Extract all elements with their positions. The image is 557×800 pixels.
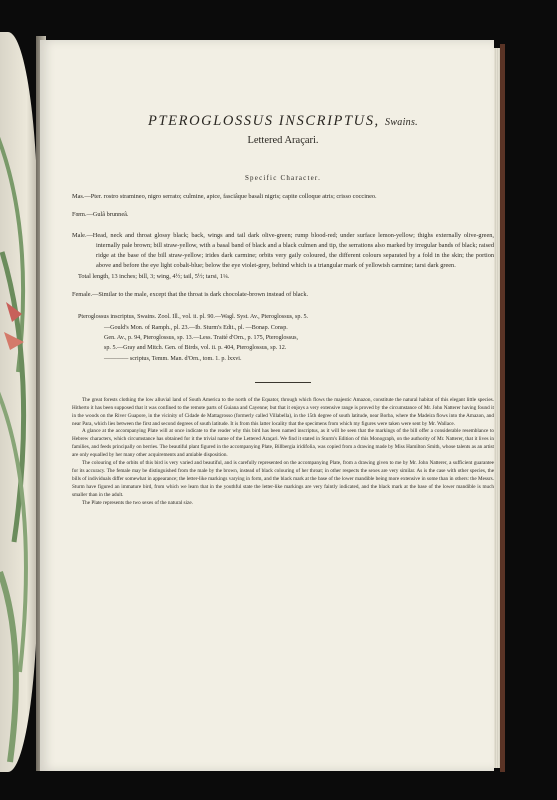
synonymy-line: —Gould's Mon. of Ramph., pl. 23.—Ib. Sturm's Edit., pl. —Bonap. Consp. [104, 324, 288, 331]
page-content [72, 112, 494, 508]
book-cover-edge [500, 44, 505, 772]
specific-character-heading: Specific Character. [244, 174, 322, 182]
female-character-latin: Fœm.—Gulâ brunneâ. [72, 211, 129, 219]
species-author: Swains. [385, 117, 418, 128]
synonymy-line: Gen. Av., p. 94, Pteroglossus, sp. 13.—Less. Traité d'Orn., p. 175, Pteroglossus, [104, 334, 299, 341]
section-divider [255, 382, 311, 383]
plant-illustration [0, 72, 38, 772]
species-title [72, 112, 494, 132]
facing-plate-page [0, 32, 38, 772]
body-paragraph: The great forests clothing the low alluvial land of South America to the north of the Equator, through which flows the majestic Amazon, constitute the natural habitat of this elegant little species. Hitherto it has been supposed that it was confined to the remote parts of Guiana and Cayenne; but that it enjoys a very extensive range is proved by the circumstance of Mr. John Natterer having found it in the woods on the River Guapore, in the vicinity of Cidade de Mattagrosso (formerly called Villabella), in the 15th degree of south latitude, near Borba, where the Madeira flows into the Amazon, and near Para, which lies between the first and second degrees of south latitude. It is from this latter locality that the specimens from which my figures were taken were sent by Mr. Wallace. [72, 396, 494, 427]
body-paragraph: A glance at the accompanying Plate will at once indicate to the reader why this bird has been named inscriptus, as it will be seen that the markings of the bill offer a considerable resemblance to Hebrew characters, which circumstance has obtained for it the trivial name of the Lettered Araçari. We find it stated in Sturm's Edition of this Monograph, on the authority of Mr. Natterer, that it lives in families, and feeds principally on berries. The beautiful plant figured in the accompanying Plate, Billbergia iridifolia, was copied from a drawing made by Miss Hamilton Smith, whose talents as an artist are only equalled by her many other acquirements and amiable disposition. [72, 428, 494, 459]
synonymy-line: Pteroglossus inscriptus, Swains. Zool. Ill., vol. ii. pl. 90.—Wagl. Syst. Av., Pteroglossus, sp. 5. [78, 314, 309, 321]
male-description: Male.—Head, neck and throat glossy black; back, wings and tail dark olive-green; rump blood-red; under surface lemon-yellow; thighs externally olive-green, internally pale brown; bill straw-yellow, with a basal band of black and a black culmen and tip, the serrations also marked by irregular bands of black; raised ridge at the base of the bill straw-yellow; irides dark carmine; orbits very gaily coloured, the different colours separated by a fold in the skin; the portion above and before the eye light cobalt-blue; below the eye violet-grey, behind which is a triangular mark of yellowish carmine; tarsi dark green. [72, 231, 494, 270]
synonymy-line: sp. 5.—Gray and Mitch. Gen. of Birds, vol. ii. p. 404, Pteroglossus, sp. 12. [104, 345, 287, 352]
body-paragraph: The colouring of the orbits of this bird is very varied and beautiful, and is carefully represented on the accompanying Plate, from a drawing given to me by Mr. John Natterer, a sufficient guarantee for its accuracy. The female may be distinguished from the male by the brown, instead of black colouring of her throat; in other respects the sexes are very similar. As is the case with other species, the bills of individuals differ somewhat in appearance; the letter-like markings varying in form, and the black mark at the base of the lower mandible being more extensive in some than in others: the Messrs. Sturm have figured an immature bird, from which we learn that in the youthful state the letter-like markings are very faintly indicated, and the black mark at the base of the lower mandible is much smaller than in the adult. [72, 460, 494, 498]
common-name: Lettered Araçari. [247, 135, 319, 146]
species-name: PTEROGLOSSUS INSCRIPTUS, [148, 113, 380, 129]
body-paragraph: The Plate represents the two sexes of the natural size. [82, 499, 193, 506]
measurements: Total length, 13 inches; bill, 3; wing, 4½; tail, 5½; tarsi, 1¼. [78, 272, 230, 280]
female-description: Female.—Similar to the male, except that the throat is dark chocolate-brown instead of black. [72, 291, 309, 299]
synonymy [72, 312, 494, 363]
body-text [72, 397, 494, 508]
male-character-latin: Mas.—Pter. rostro stramineo, nigro serrato; culmine, apice, fasciâque basali nigris; capite colloque atris; crisso coccineo. [72, 193, 377, 200]
synonymy-line: ———— scriptus, Temm. Man. d'Orn., tom. 1. p. lxxvi. [104, 355, 242, 362]
